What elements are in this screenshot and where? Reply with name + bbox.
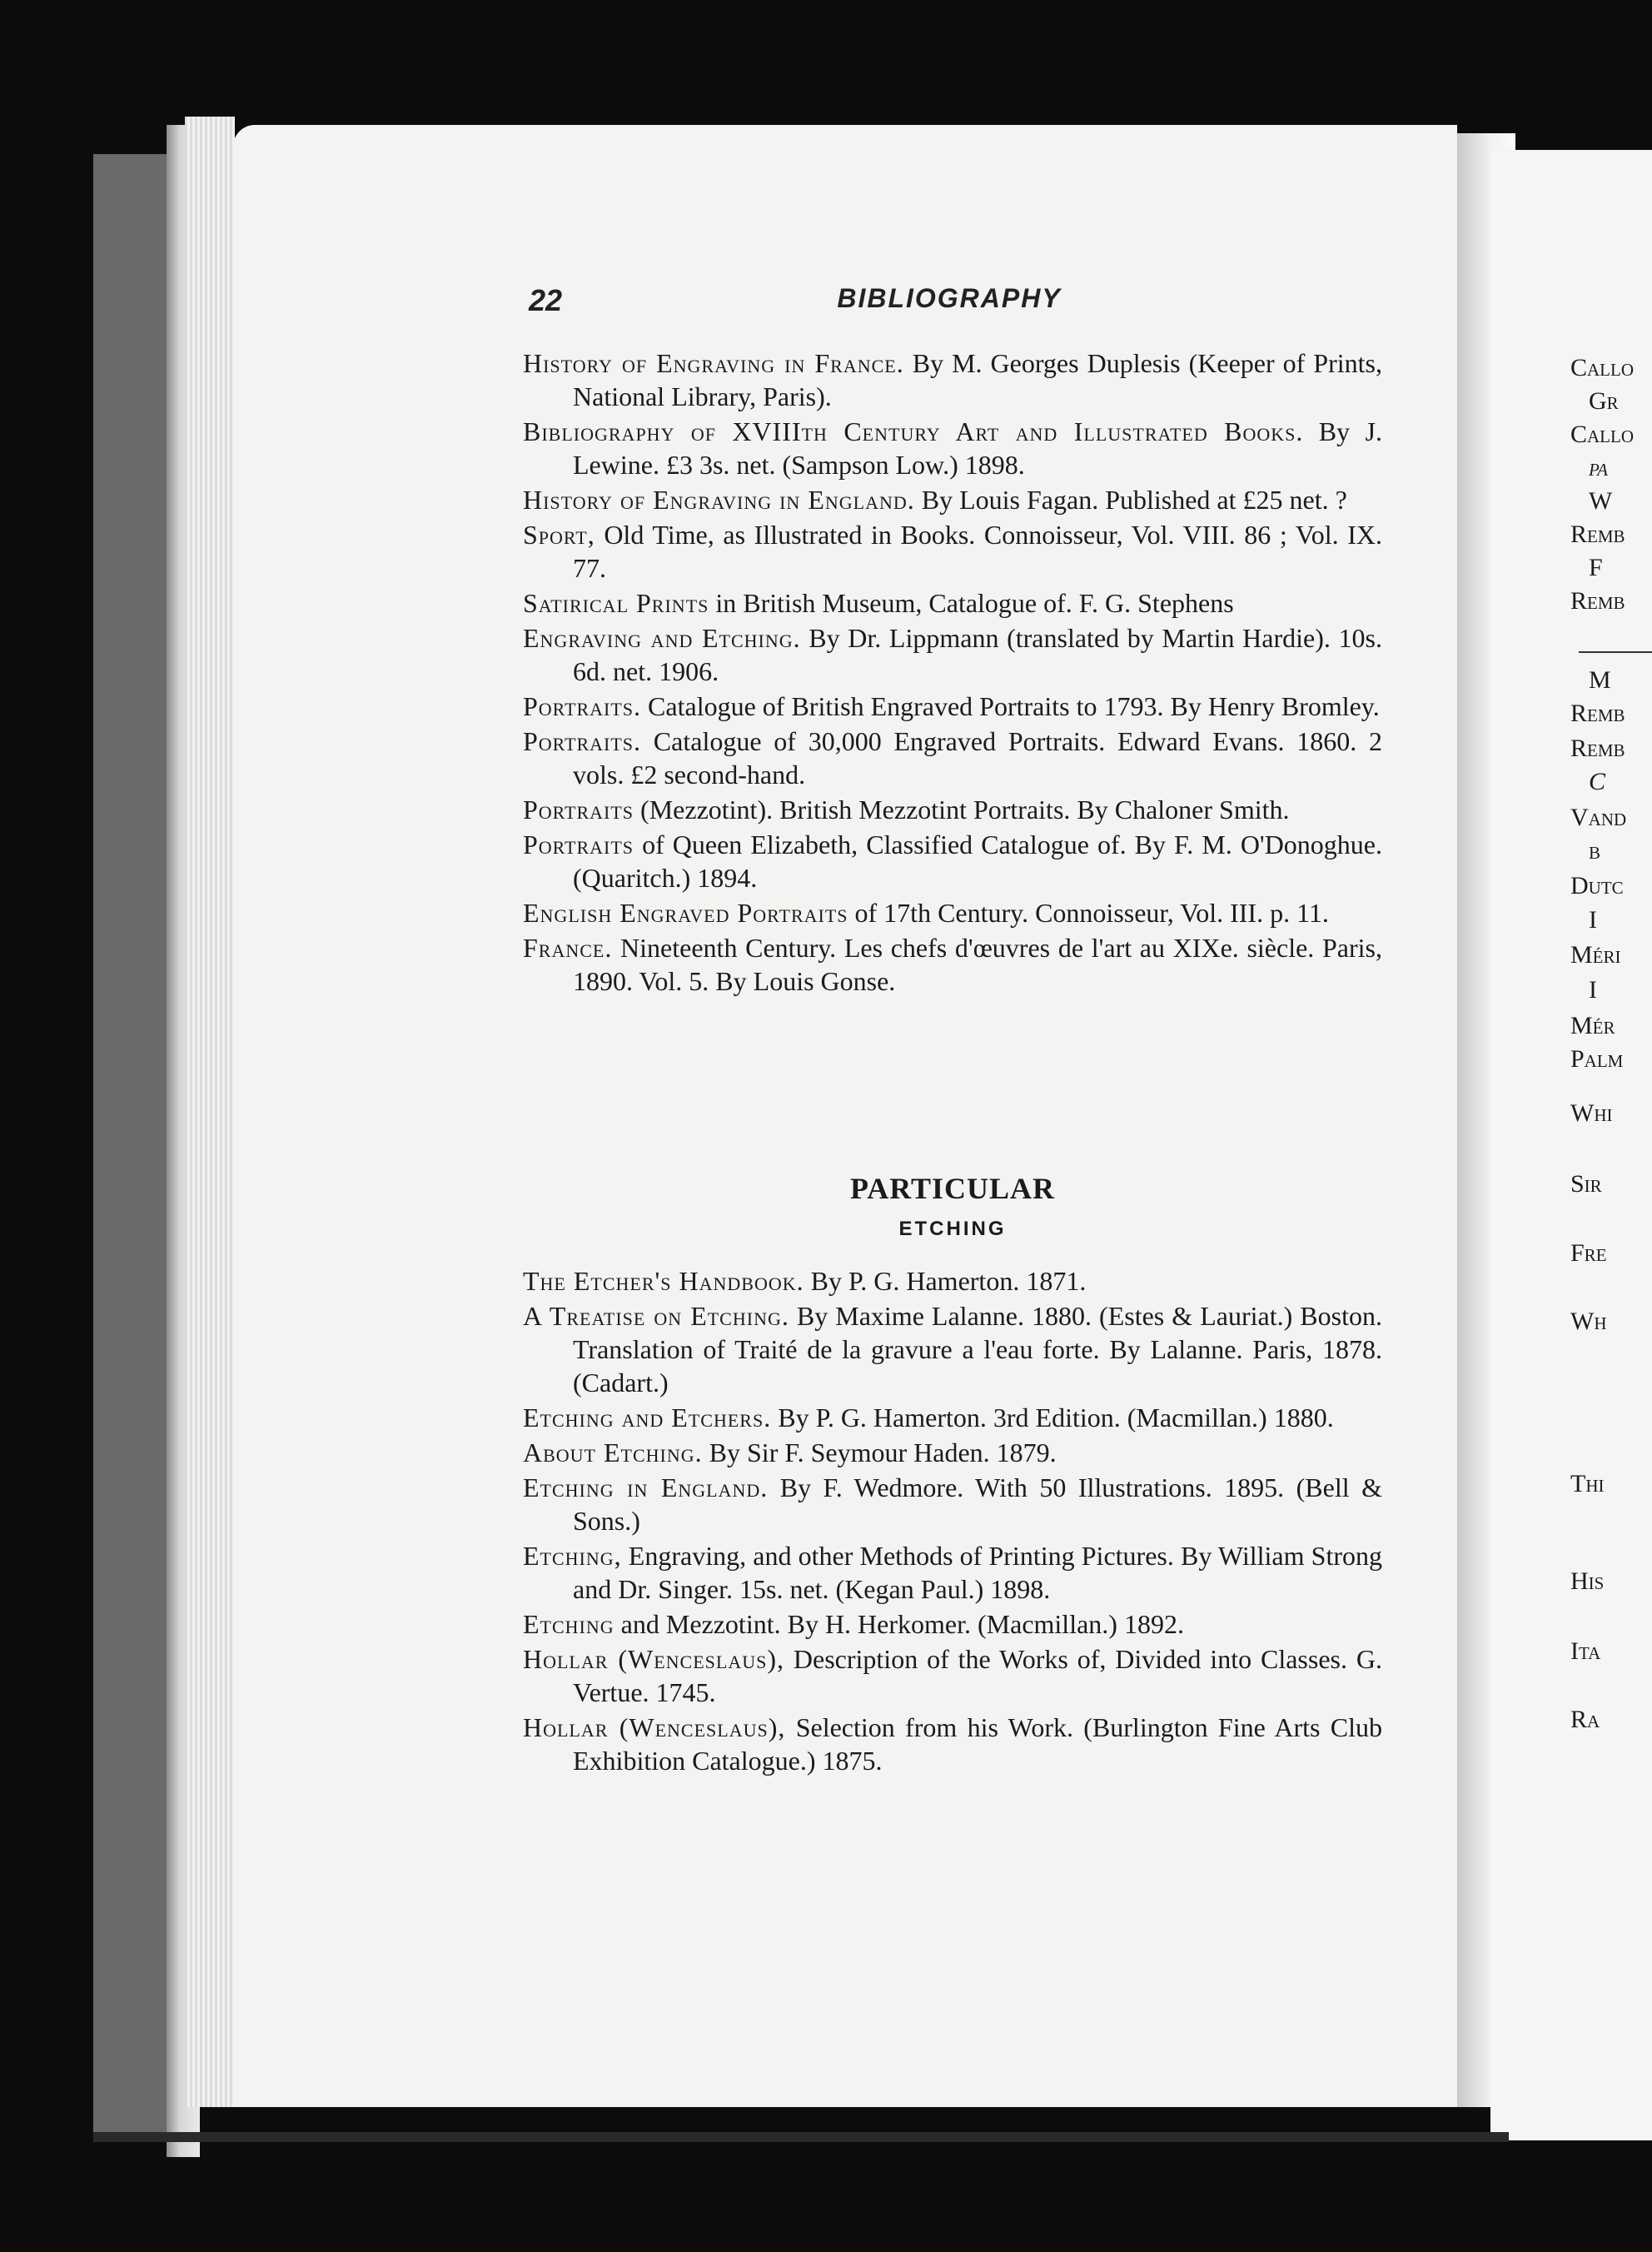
bibliography-entry: France. Nineteenth Century. Les chefs d'œuvres de l'art au XIXe. siècle. Paris, 1890. Vol. 5. By Louis Gonse. [523, 933, 1382, 996]
page-header [529, 283, 1370, 325]
bibliography-entry: Portraits of Queen Elizabeth, Classified Catalogue of. By F. M. O'Donoghue. (Quaritch.) 1894. [523, 830, 1382, 893]
etching-bibliography-list [523, 1264, 1382, 1779]
section-subheading: ETCHING [898, 1218, 1007, 1240]
facing-fragment: Remb [1570, 587, 1625, 615]
facing-fragment: His [1570, 1567, 1605, 1595]
bibliography-entry: Etching in England. By F. Wedmore. With 50 Illustrations. 1895. (Bell & Sons.) [523, 1472, 1383, 1536]
facing-fragment: Dutc [1570, 872, 1624, 899]
facing-fragment: Remb [1570, 521, 1625, 548]
bibliography-entry: A Treatise on Etching. By Maxime Lalanne. 1880. (Estes & Lauriat.) Boston. Translation of Traité de la gravure a l'eau forte. By Lalanne. Paris, 1878. (Cadart.) [523, 1301, 1382, 1398]
facing-fragment: Gr [1589, 387, 1619, 415]
bibliography-entry: Hollar (Wenceslaus), Description of the Works of, Divided into Classes. G. Vertue. 1745. [523, 1644, 1382, 1707]
facing-fragment: Callo [1570, 354, 1634, 381]
bibliography-entry: Engraving and Etching. By Dr. Lippmann (translated by Martin Hardie). 10s. 6d. net. 1906. [523, 623, 1382, 686]
bibliography-entry: Portraits (Mezzotint). British Mezzotint Portraits. By Chaloner Smith. [523, 795, 1290, 825]
facing-fragment: Whi [1570, 1099, 1613, 1127]
bibliography-entry: Hollar (Wenceslaus), Selection from his Work. (Burlington Fine Arts Club Exhibition Catalogue.) 1875. [523, 1712, 1383, 1776]
facing-fragment: I [1589, 906, 1597, 934]
bibliography-entry: The Etcher's Handbook. By P. G. Hamerton. 1871. [523, 1266, 1087, 1296]
facing-fragment: Fre [1570, 1239, 1607, 1267]
facing-fragment: Méri [1570, 941, 1621, 969]
page-number: 22 [529, 283, 563, 317]
bibliography-entry: History of Engraving in England. By Louis Fagan. Published at £25 net. ? [523, 485, 1347, 515]
bibliography-entry: Etching and Mezzotint. By H. Herkomer. (Macmillan.) 1892. [523, 1609, 1184, 1639]
facing-fragment: Ita [1570, 1637, 1601, 1665]
bibliography-entry: Etching and Etchers. By P. G. Hamerton. 3rd Edition. (Macmillan.) 1880. [523, 1403, 1334, 1432]
facing-fragment: Sir [1570, 1170, 1602, 1198]
facing-fragment: I [1589, 976, 1597, 1004]
facing-fragment: Wh [1570, 1308, 1607, 1335]
bibliography-entry: Portraits. Catalogue of British Engraved Portraits to 1793. By Henry Bromley. [523, 691, 1380, 721]
bibliography-entry: English Engraved Portraits of 17th Century. Connoisseur, Vol. III. p. 11. [523, 898, 1329, 928]
facing-fragment: C [1589, 768, 1606, 795]
bibliography-entry: About Etching. By Sir F. Seymour Haden. 1879. [523, 1437, 1057, 1467]
running-title: BIBLIOGRAPHY [837, 283, 1062, 313]
page-bottom-shadow [93, 2132, 1509, 2142]
page-edges [185, 117, 235, 2107]
bibliography-entry: Etching, Engraving, and other Methods of Printing Pictures. By William Strong and Dr. Singer. 15s. net. (Kegan Paul.) 1898. [523, 1541, 1382, 1604]
facing-fragment: Mér [1570, 1012, 1615, 1039]
facing-fragment: pa [1589, 454, 1608, 481]
facing-fragment: Ra [1570, 1706, 1600, 1733]
bibliography-entry: Portraits. Catalogue of 30,000 Engraved Portraits. Edward Evans. 1860. 2 vols. £2 second-hand. [523, 726, 1382, 790]
bibliography-entry: Sport, Old Time, as Illustrated in Books. Connoisseur, Vol. VIII. 86 ; Vol. IX. 77. [523, 520, 1382, 583]
bibliography-entry: History of Engraving in France. By M. Georges Duplesis (Keeper of Prints, National Library, Paris). [523, 348, 1382, 411]
facing-fragment: Palm [1570, 1045, 1624, 1073]
general-bibliography-list [523, 346, 1382, 999]
bibliography-entry: Bibliography of XVIIIth Century Art and Illustrated Books. By J. Lewine. £3 3s. net. (Sampson Low.) 1898. [523, 416, 1383, 480]
section-heading: PARTICULAR [849, 1172, 1056, 1205]
facing-fragment: Vand [1570, 804, 1627, 831]
facing-fragment: Remb [1570, 700, 1625, 727]
facing-fragment: F [1589, 554, 1603, 581]
facing-fragment: Thi [1570, 1470, 1605, 1497]
facing-page-rule [1579, 651, 1652, 653]
facing-fragment: W [1589, 487, 1613, 515]
facing-fragment: b [1589, 837, 1601, 864]
facing-fragment: Callo [1570, 421, 1634, 448]
facing-fragment: M [1589, 666, 1611, 694]
facing-fragment: Remb [1570, 735, 1625, 762]
bibliography-entry: Satirical Prints in British Museum, Catalogue of. F. G. Stephens [523, 588, 1234, 618]
